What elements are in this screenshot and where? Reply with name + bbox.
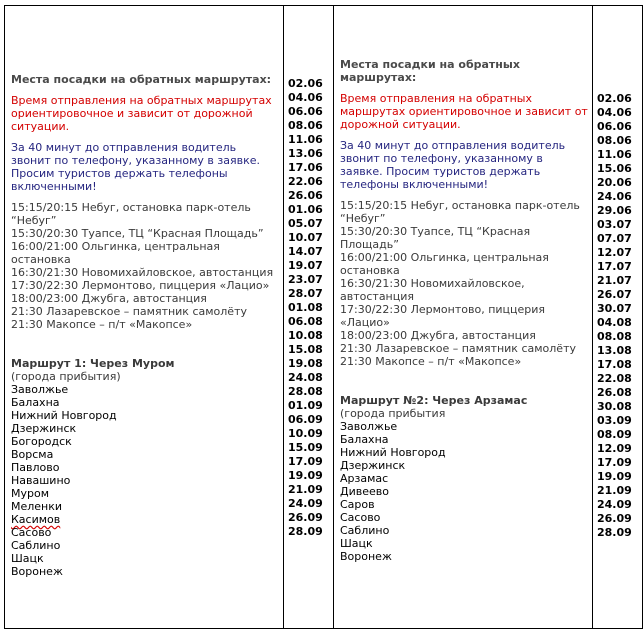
date-item: 14.07 — [288, 245, 323, 258]
date-item: 10.08 — [288, 329, 323, 342]
city-item: Муром — [11, 487, 50, 500]
date-item: 17.09 — [288, 455, 323, 468]
date-item: 12.07 — [597, 246, 632, 259]
departure-item: 15:30/20:30 Туапсе, ТЦ “Красная Площадь” — [340, 225, 531, 251]
departure-item: 16:30/21:30 Новомихайловское, автостанция — [340, 277, 525, 303]
city-item: Касимов — [11, 513, 61, 526]
city-item: Арзамас — [340, 472, 389, 485]
date-item: 24.09 — [288, 497, 323, 510]
return-boarding-header: Места посадки на обратных маршрутах: — [340, 58, 520, 84]
date-item: 26.06 — [288, 189, 323, 202]
return-boarding-header: Места посадки на обратных маршрутах: — [11, 73, 272, 86]
city-item: Дивеево — [340, 485, 389, 498]
date-item: 26.08 — [597, 386, 632, 399]
date-item: 30.07 — [597, 302, 632, 315]
date-item: 21.09 — [597, 484, 632, 497]
date-item: 03.07 — [597, 218, 632, 231]
date-item: 01.08 — [288, 301, 323, 314]
city-item: Шацк — [11, 552, 44, 565]
date-item: 26.07 — [597, 288, 632, 301]
time-notice: Время отправления на обратных маршрутах ориентировочное и зависит от дорожной ситуации. — [11, 94, 272, 133]
route-1-date-list — [284, 6, 333, 539]
departure-item: 21:30 Лазаревское – памятник самолёту — [340, 342, 576, 355]
date-item: 17.08 — [597, 358, 632, 371]
date-item: 03.09 — [597, 414, 632, 427]
schedule-table — [4, 5, 643, 629]
city-item: Воронеж — [340, 550, 392, 563]
arrival-cities — [11, 383, 279, 578]
city-item: Дзержинск — [340, 459, 406, 472]
departure-item: 16:00/21:00 Ольгинка, центральная остановка — [340, 251, 549, 277]
date-item: 08.08 — [597, 330, 632, 343]
date-item: 15.08 — [288, 343, 323, 356]
date-item: 17.09 — [597, 456, 632, 469]
date-item: 13.08 — [597, 344, 632, 357]
date-item: 12.09 — [597, 442, 632, 455]
route-1-dates-cell — [284, 6, 334, 629]
date-item: 28.09 — [597, 526, 632, 539]
departure-item: 15:15/20:15 Небуг, остановка парк-отель “Небуг” — [11, 201, 251, 227]
date-item: 04.06 — [288, 91, 323, 104]
date-item: 23.07 — [288, 273, 323, 286]
date-item: 06.09 — [288, 413, 323, 426]
date-item: 08.09 — [597, 428, 632, 441]
date-item: 19.09 — [597, 470, 632, 483]
city-item: Заволжье — [11, 383, 69, 396]
date-item: 15.09 — [288, 441, 323, 454]
city-item: Нижний Новгород — [11, 409, 117, 422]
date-item: 01.09 — [288, 399, 323, 412]
city-item: Заволжье — [340, 420, 398, 433]
route-2-date-list — [593, 6, 642, 540]
city-item: Шацк — [340, 537, 373, 550]
date-item: 06.08 — [288, 315, 323, 328]
date-item: 04.08 — [597, 316, 632, 329]
date-item: 30.08 — [597, 400, 632, 413]
arrival-cities — [340, 420, 588, 563]
city-item: Сасово — [11, 526, 52, 539]
date-item: 02.06 — [597, 92, 632, 105]
departure-item: 18:00/23:00 Джубга, автостанция — [11, 292, 207, 305]
city-item: Нижний Новгород — [340, 446, 446, 459]
date-item: 19.09 — [288, 469, 323, 482]
date-item: 01.06 — [288, 203, 323, 216]
date-item: 22.08 — [597, 372, 632, 385]
route-subtitle: (города прибытия — [340, 407, 446, 420]
date-item: 04.06 — [597, 106, 632, 119]
date-item: 29.06 — [597, 204, 632, 217]
departure-list — [340, 199, 588, 368]
date-item: 08.06 — [597, 134, 632, 147]
route-title: Маршрут №2: Через Арзамас — [340, 394, 528, 407]
city-item: Навашино — [11, 474, 71, 487]
driver-call-notice: За 40 минут до отправления водитель звонит по телефону, указанному в заявке. Просим туристов держать телефоны включенными! — [11, 141, 261, 193]
date-item: 28.09 — [288, 525, 323, 538]
departure-item: 15:15/20:15 Небуг, остановка парк-отель “Небуг” — [340, 199, 580, 225]
city-item: Сасово — [340, 511, 381, 524]
departure-item: 17:30/22:30 Лермонтово, пиццерия «Лацио» — [11, 279, 270, 292]
driver-call-notice: За 40 минут до отправления водитель звонит по телефону, указанному в заявке. Просим туристов держать телефоны включенными! — [340, 139, 566, 191]
city-item: Балахна — [340, 433, 389, 446]
date-item: 20.06 — [597, 176, 632, 189]
date-item: 26.09 — [288, 511, 323, 524]
city-item: Павлово — [11, 461, 60, 474]
departure-item: 21:30 Макопсе – п/т «Макопсе» — [340, 355, 522, 368]
date-item: 11.06 — [597, 148, 632, 161]
date-item: 17.06 — [288, 161, 323, 174]
date-item: 24.06 — [597, 190, 632, 203]
city-item: Богородск — [11, 435, 72, 448]
route-1-cell — [5, 6, 284, 629]
departure-item: 21:30 Макопсе – п/т «Макопсе» — [11, 318, 193, 331]
date-item: 02.06 — [288, 77, 323, 90]
date-item: 07.07 — [597, 232, 632, 245]
date-item: 10.07 — [288, 231, 323, 244]
date-item: 06.06 — [288, 105, 323, 118]
city-item: Ворсма — [11, 448, 54, 461]
departure-item: 18:00/23:00 Джубга, автостанция — [340, 329, 536, 342]
departure-item: 15:30/20:30 Туапсе, ТЦ “Красная Площадь” — [11, 227, 264, 240]
route-title: Маршрут 1: Через Муром — [11, 357, 175, 370]
city-item: Балахна — [11, 396, 60, 409]
date-item: 21.09 — [288, 483, 323, 496]
date-item: 11.06 — [288, 133, 323, 146]
city-item: Саблино — [340, 524, 390, 537]
date-item: 06.06 — [597, 120, 632, 133]
departure-item: 16:30/21:30 Новомихайловское, автостанция — [11, 266, 274, 279]
time-notice: Время отправления на обратных маршрутах ориентировочное и зависит от дорожной ситуации. — [340, 92, 588, 131]
city-item: Дзержинск — [11, 422, 77, 435]
departure-item: 16:00/21:00 Ольгинка, центральная остановка — [11, 240, 220, 266]
city-item: Воронеж — [11, 565, 63, 578]
route-subtitle: (города прибытия) — [11, 370, 121, 383]
route-1-info — [5, 6, 283, 578]
city-item: Саров — [340, 498, 375, 511]
date-item: 10.09 — [288, 427, 323, 440]
date-item: 15.06 — [597, 162, 632, 175]
departure-list — [11, 201, 279, 331]
date-item: 26.09 — [597, 512, 632, 525]
date-item: 08.06 — [288, 119, 323, 132]
date-item: 21.07 — [597, 274, 632, 287]
route-2-dates-cell — [593, 6, 643, 629]
date-item: 19.07 — [288, 259, 323, 272]
route-2-cell — [334, 6, 593, 629]
date-item: 19.08 — [288, 357, 323, 370]
city-item: Саблино — [11, 539, 61, 552]
date-item: 28.08 — [288, 385, 323, 398]
date-item: 22.06 — [288, 175, 323, 188]
date-item: 05.07 — [288, 217, 323, 230]
city-item: Меленки — [11, 500, 63, 513]
departure-item: 17:30/22:30 Лермонтово, пиццерия «Лацио» — [340, 303, 546, 329]
date-item: 13.06 — [288, 147, 323, 160]
route-2-info — [334, 6, 592, 563]
date-item: 28.07 — [288, 287, 323, 300]
date-item: 24.09 — [597, 498, 632, 511]
departure-item: 21:30 Лазаревское – памятник самолёту — [11, 305, 247, 318]
date-item: 24.08 — [288, 371, 323, 384]
date-item: 17.07 — [597, 260, 632, 273]
